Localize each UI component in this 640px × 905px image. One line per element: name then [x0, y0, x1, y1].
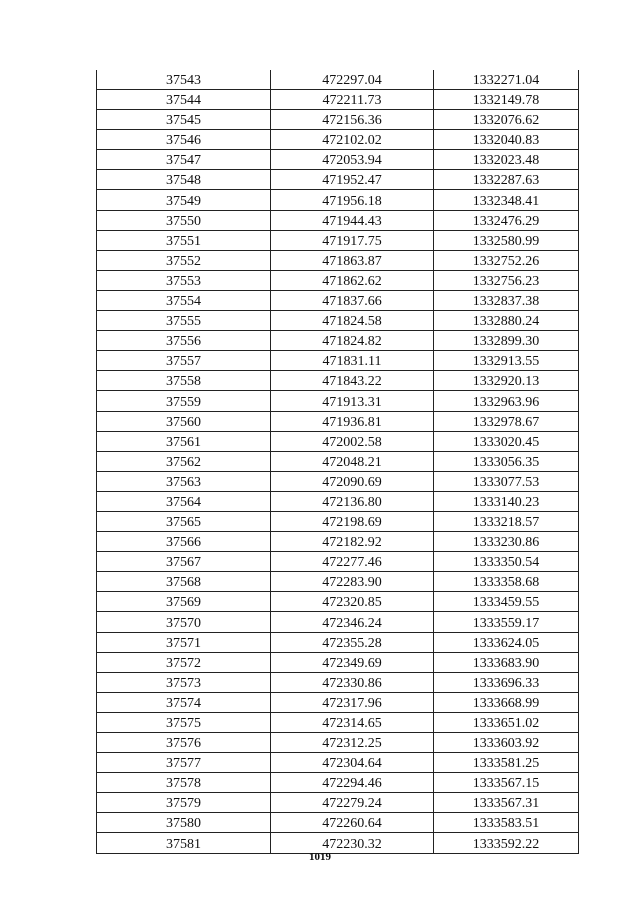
point-id-cell: 37568 — [96, 572, 270, 591]
x-coordinate-cell: 471913.31 — [270, 391, 433, 410]
table-row — [96, 713, 579, 733]
table-row — [96, 572, 579, 592]
y-coordinate-cell: 1332023.48 — [433, 150, 579, 169]
point-id-cell: 37577 — [96, 753, 270, 772]
x-coordinate-cell: 472330.86 — [270, 673, 433, 692]
table-row — [96, 170, 579, 190]
y-coordinate-cell: 1333583.51 — [433, 813, 579, 832]
y-coordinate-cell: 1333603.92 — [433, 733, 579, 752]
x-coordinate-cell: 472304.64 — [270, 753, 433, 772]
table-row — [96, 673, 579, 693]
point-id-cell: 37564 — [96, 492, 270, 511]
table-row — [96, 371, 579, 391]
x-coordinate-cell: 471862.62 — [270, 271, 433, 290]
point-id-cell: 37544 — [96, 90, 270, 109]
table-row — [96, 492, 579, 512]
y-coordinate-cell: 1332756.23 — [433, 271, 579, 290]
y-coordinate-cell: 1332348.41 — [433, 190, 579, 209]
point-id-cell: 37545 — [96, 110, 270, 129]
y-coordinate-cell: 1333020.45 — [433, 432, 579, 451]
point-id-cell: 37546 — [96, 130, 270, 149]
x-coordinate-cell: 472211.73 — [270, 90, 433, 109]
x-coordinate-cell: 471824.82 — [270, 331, 433, 350]
point-id-cell: 37550 — [96, 211, 270, 230]
y-coordinate-cell: 1333683.90 — [433, 653, 579, 672]
x-coordinate-cell: 471831.11 — [270, 351, 433, 370]
x-coordinate-cell: 472182.92 — [270, 532, 433, 551]
x-coordinate-cell: 472320.85 — [270, 592, 433, 611]
point-id-cell: 37572 — [96, 653, 270, 672]
y-coordinate-cell: 1333559.17 — [433, 612, 579, 631]
point-id-cell: 37573 — [96, 673, 270, 692]
y-coordinate-cell: 1332913.55 — [433, 351, 579, 370]
point-id-cell: 37578 — [96, 773, 270, 792]
x-coordinate-cell: 471952.47 — [270, 170, 433, 189]
table-row — [96, 251, 579, 271]
y-coordinate-cell: 1333459.55 — [433, 592, 579, 611]
table-row — [96, 813, 579, 833]
table-row — [96, 552, 579, 572]
y-coordinate-cell: 1332076.62 — [433, 110, 579, 129]
y-coordinate-cell: 1333056.35 — [433, 452, 579, 471]
table-row — [96, 70, 579, 90]
y-coordinate-cell: 1333696.33 — [433, 673, 579, 692]
x-coordinate-cell: 471956.18 — [270, 190, 433, 209]
table-row — [96, 592, 579, 612]
x-coordinate-cell: 471936.81 — [270, 412, 433, 431]
y-coordinate-cell: 1332287.63 — [433, 170, 579, 189]
y-coordinate-cell: 1333581.25 — [433, 753, 579, 772]
table-row — [96, 793, 579, 813]
point-id-cell: 37561 — [96, 432, 270, 451]
table-row — [96, 211, 579, 231]
x-coordinate-cell: 471863.87 — [270, 251, 433, 270]
x-coordinate-cell: 472048.21 — [270, 452, 433, 471]
table-row — [96, 773, 579, 793]
y-coordinate-cell: 1333358.68 — [433, 572, 579, 591]
table-row — [96, 231, 579, 251]
table-row — [96, 130, 579, 150]
table-row — [96, 532, 579, 552]
point-id-cell: 37571 — [96, 633, 270, 652]
x-coordinate-cell: 471843.22 — [270, 371, 433, 390]
y-coordinate-cell: 1332040.83 — [433, 130, 579, 149]
point-id-cell: 37557 — [96, 351, 270, 370]
y-coordinate-cell: 1333668.99 — [433, 693, 579, 712]
y-coordinate-cell: 1333567.15 — [433, 773, 579, 792]
point-id-cell: 37574 — [96, 693, 270, 712]
y-coordinate-cell: 1333077.53 — [433, 472, 579, 491]
y-coordinate-cell: 1333624.05 — [433, 633, 579, 652]
table-row — [96, 150, 579, 170]
x-coordinate-cell: 472277.46 — [270, 552, 433, 571]
table-row — [96, 90, 579, 110]
point-id-cell: 37543 — [96, 70, 270, 89]
y-coordinate-cell: 1333592.22 — [433, 833, 579, 852]
x-coordinate-cell: 472317.96 — [270, 693, 433, 712]
point-id-cell: 37560 — [96, 412, 270, 431]
x-coordinate-cell: 472230.32 — [270, 833, 433, 852]
point-id-cell: 37570 — [96, 612, 270, 631]
point-id-cell: 37575 — [96, 713, 270, 732]
y-coordinate-cell: 1333651.02 — [433, 713, 579, 732]
y-coordinate-cell: 1333230.86 — [433, 532, 579, 551]
point-id-cell: 37580 — [96, 813, 270, 832]
table-row — [96, 753, 579, 773]
x-coordinate-cell: 472260.64 — [270, 813, 433, 832]
point-id-cell: 37551 — [96, 231, 270, 250]
x-coordinate-cell: 472090.69 — [270, 472, 433, 491]
y-coordinate-cell: 1333567.31 — [433, 793, 579, 812]
x-coordinate-cell: 472294.46 — [270, 773, 433, 792]
y-coordinate-cell: 1332920.13 — [433, 371, 579, 390]
y-coordinate-cell: 1332899.30 — [433, 331, 579, 350]
point-id-cell: 37555 — [96, 311, 270, 330]
y-coordinate-cell: 1333140.23 — [433, 492, 579, 511]
page-number: 1019 — [309, 851, 331, 863]
x-coordinate-cell: 471837.66 — [270, 291, 433, 310]
point-id-cell: 37576 — [96, 733, 270, 752]
table-row — [96, 633, 579, 653]
table-row — [96, 311, 579, 331]
table-row — [96, 190, 579, 210]
y-coordinate-cell: 1333350.54 — [433, 552, 579, 571]
x-coordinate-cell: 472349.69 — [270, 653, 433, 672]
y-coordinate-cell: 1332978.67 — [433, 412, 579, 431]
table-row — [96, 412, 579, 432]
point-id-cell: 37562 — [96, 452, 270, 471]
point-id-cell: 37581 — [96, 833, 270, 852]
point-id-cell: 37556 — [96, 331, 270, 350]
x-coordinate-cell: 472102.02 — [270, 130, 433, 149]
y-coordinate-cell: 1332752.26 — [433, 251, 579, 270]
x-coordinate-cell: 472346.24 — [270, 612, 433, 631]
x-coordinate-cell: 471917.75 — [270, 231, 433, 250]
table-row — [96, 612, 579, 632]
point-id-cell: 37559 — [96, 391, 270, 410]
table-row — [96, 291, 579, 311]
y-coordinate-cell: 1332149.78 — [433, 90, 579, 109]
y-coordinate-cell: 1332963.96 — [433, 391, 579, 410]
y-coordinate-cell: 1332580.99 — [433, 231, 579, 250]
table-row — [96, 351, 579, 371]
x-coordinate-cell: 472312.25 — [270, 733, 433, 752]
table-row — [96, 391, 579, 411]
x-coordinate-cell: 472283.90 — [270, 572, 433, 591]
x-coordinate-cell: 472314.65 — [270, 713, 433, 732]
y-coordinate-cell: 1333218.57 — [433, 512, 579, 531]
point-id-cell: 37563 — [96, 472, 270, 491]
y-coordinate-cell: 1332880.24 — [433, 311, 579, 330]
point-id-cell: 37547 — [96, 150, 270, 169]
y-coordinate-cell: 1332476.29 — [433, 211, 579, 230]
point-id-cell: 37565 — [96, 512, 270, 531]
point-id-cell: 37558 — [96, 371, 270, 390]
table-row — [96, 110, 579, 130]
point-id-cell: 37548 — [96, 170, 270, 189]
x-coordinate-cell: 472198.69 — [270, 512, 433, 531]
table-row — [96, 512, 579, 532]
x-coordinate-cell: 472136.80 — [270, 492, 433, 511]
point-id-cell: 37569 — [96, 592, 270, 611]
table-row — [96, 432, 579, 452]
x-coordinate-cell: 472156.36 — [270, 110, 433, 129]
point-id-cell: 37552 — [96, 251, 270, 270]
x-coordinate-cell: 472297.04 — [270, 70, 433, 89]
x-coordinate-cell: 471824.58 — [270, 311, 433, 330]
point-id-cell: 37549 — [96, 190, 270, 209]
x-coordinate-cell: 472279.24 — [270, 793, 433, 812]
y-coordinate-cell: 1332837.38 — [433, 291, 579, 310]
x-coordinate-cell: 471944.43 — [270, 211, 433, 230]
point-id-cell: 37554 — [96, 291, 270, 310]
coordinates-table — [96, 70, 579, 854]
point-id-cell: 37566 — [96, 532, 270, 551]
x-coordinate-cell: 472002.58 — [270, 432, 433, 451]
point-id-cell: 37567 — [96, 552, 270, 571]
table-row — [96, 653, 579, 673]
table-row — [96, 331, 579, 351]
table-row — [96, 733, 579, 753]
point-id-cell: 37553 — [96, 271, 270, 290]
table-row — [96, 452, 579, 472]
table-row — [96, 472, 579, 492]
table-row — [96, 271, 579, 291]
x-coordinate-cell: 472053.94 — [270, 150, 433, 169]
table-row — [96, 693, 579, 713]
x-coordinate-cell: 472355.28 — [270, 633, 433, 652]
y-coordinate-cell: 1332271.04 — [433, 70, 579, 89]
point-id-cell: 37579 — [96, 793, 270, 812]
